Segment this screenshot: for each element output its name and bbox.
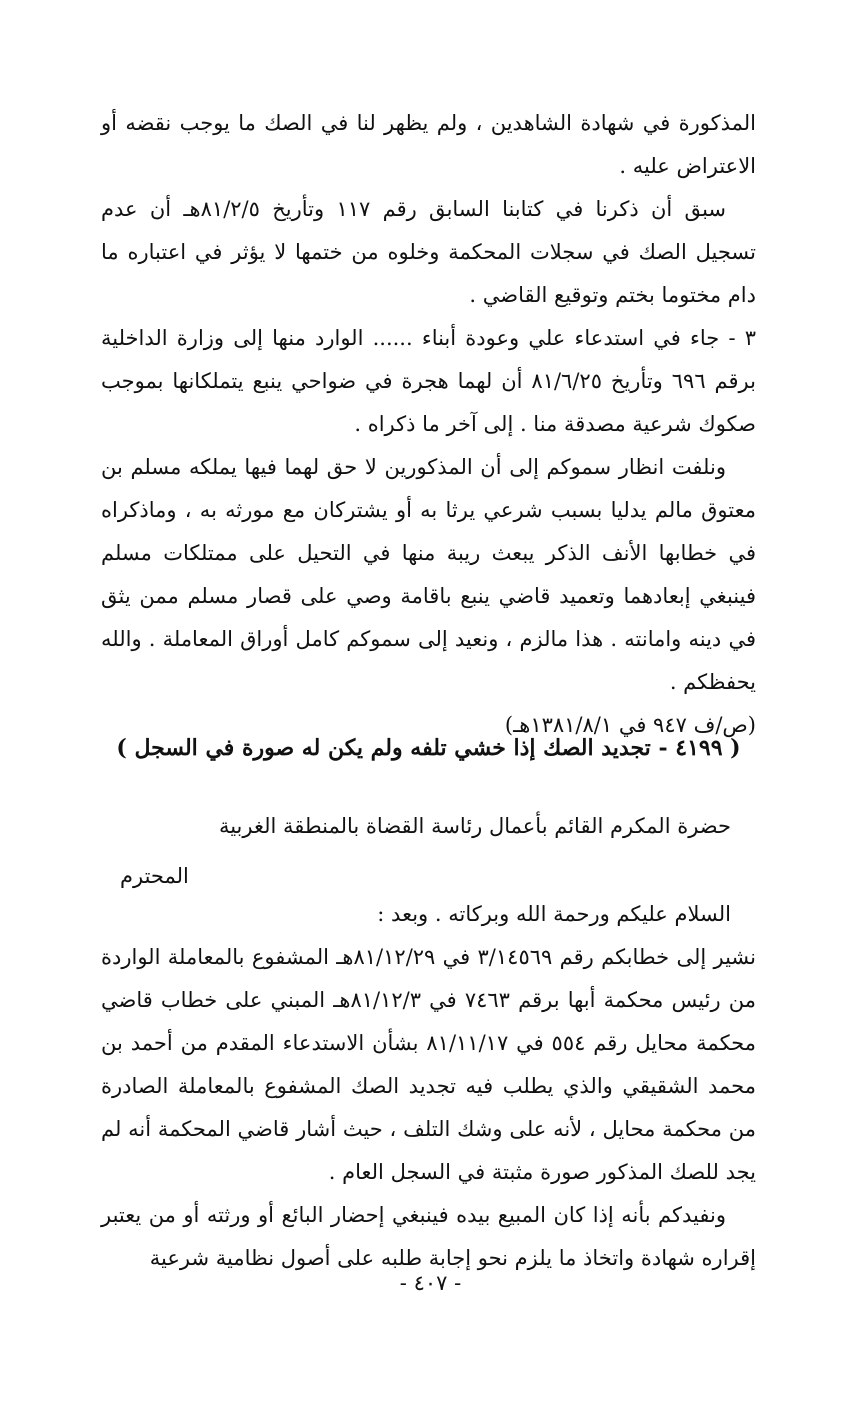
address-line: حضرة المكرم القائم بأعمال رئاسة القضاة بالمنطقة الغربية (218, 814, 731, 838)
section-heading: ( ٤١٩٩ - تجديد الصك إذا خشي تلفه ولم يكن له صورة في السجل ) (116, 735, 741, 761)
paragraph-previous-letter: سبق أن ذكرنا في كتابنا السابق رقم ١١٧ وتأريخ ٨١/٢/٥هـ أن عدم تسجيل الصك في سجلات المحكمة وخلوه من ختمها لا يؤثر في اعتباره ما دام مختوما بختم وتوقيع القاضي . (101, 197, 756, 307)
letter-paragraph-1: نشير إلى خطابكم رقم ٣/١٤٥٦٩ في ٨١/١٢/٢٩هـ المشفوع بالمعاملة الواردة من رئيس محكمة أبها برقم ٧٤٦٣ في ٨١/١٢/٣هـ المبني على خطاب قاضي محكمة محايل رقم ٥٥٤ في ٨١/١١/١٧ بشأن الاستدعاء المقدم من أحمد بن محمد الشقيقي والذي يطلب فيه تجديد الصك المشفوع بالمعاملة الصادرة من محكمة محايل ، لأنه على وشك التلف ، حيث أشار قاضي المحكمة أنه لم يجد للصك المذكور صورة مثبتة في السجل العام . (101, 945, 757, 1184)
letter-paragraph-2: ونفيدكم بأنه إذا كان المبيع بيده فينبغي إحضار البائع أو ورثته أو من يعتبر إقراره شهادة واتخاذ ما يلزم نحو إجابة طلبه على أصول نظامية شرعية (101, 1203, 756, 1270)
honorific: المحترم (120, 864, 189, 888)
reference-line: (ص/ف ٩٤٧ في ١٣٨١/٨/١هـ) (504, 713, 756, 737)
continuation-paragraph: المذكورة في شهادة الشاهدين ، ولم يظهر لنا في الصك ما يوجب نقضه أو الاعتراض عليه . (101, 111, 756, 178)
page-number: - ٤٠٧ - (399, 1271, 462, 1295)
letter-body (101, 936, 756, 1280)
greeting-line: السلام عليكم ورحمة الله وبركاته . وبعد : (377, 902, 731, 926)
paragraph-item-3: ٣ - جاء في استدعاء علي وعودة أبناء ...... الوارد منها إلى وزارة الداخلية برقم ٦٩٦ وتأريخ ٨١/٦/٢٥ أن لهما هجرة في ضواحي ينبع يتملكانها بموجب صكوك شرعية مصدقة منا . إلى آخر ما ذكراه . (101, 326, 756, 436)
paragraph-notice: ونلفت انظار سموكم إلى أن المذكورين لا حق لهما فيها يملكه مسلم بن معتوق مالم يدليا بسبب شرعي يرثا به أو يشتركان مع مورثه به ، وماذكراه في خطابها الأنف الذكر يبعث ريبة منها في التحيل على ممتلكات مسلم فينبغي إبعادهما وتعميد قاضي ينبع باقامة وصي على قصار مسلم ممن يثق في دينه وامانته . هذا مالزم ، ونعيد إلى سموكم كامل أوراق المعاملة . والله يحفظكم . (101, 455, 756, 694)
top-text-block (101, 102, 756, 747)
